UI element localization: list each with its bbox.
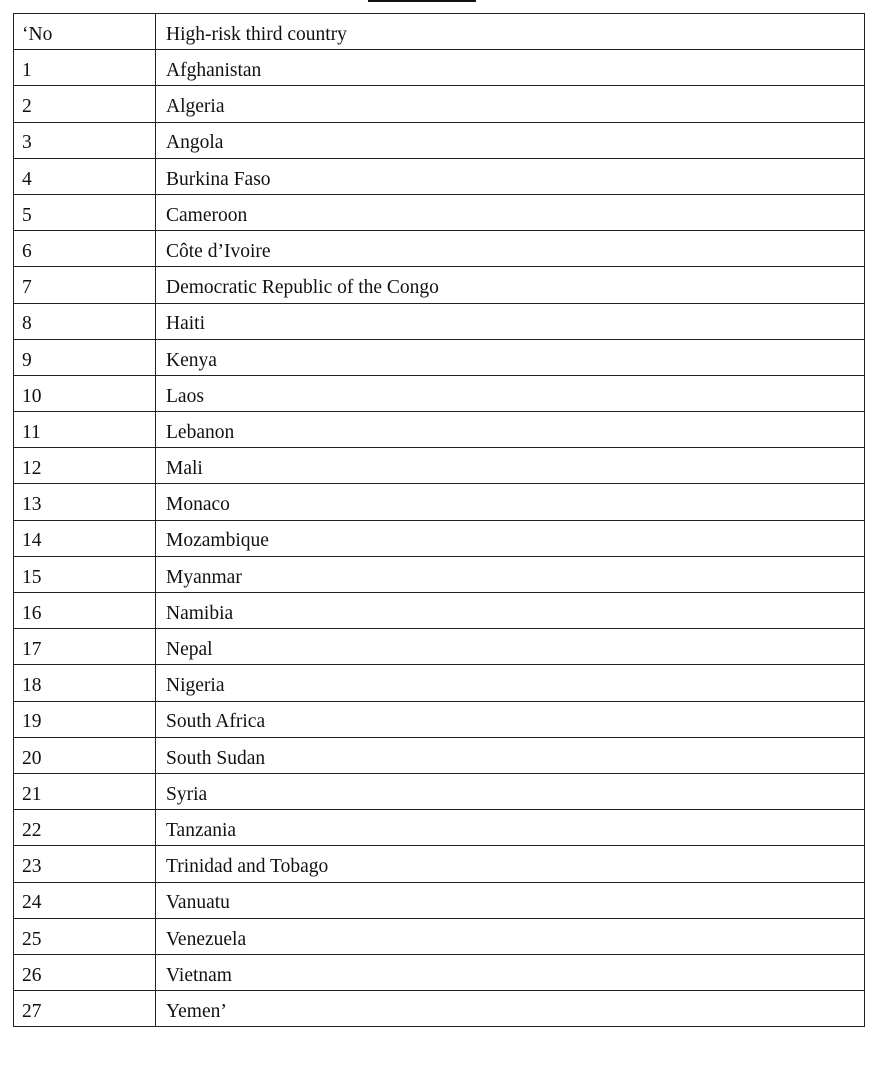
country-name-cell	[156, 918, 865, 954]
country-name-cell	[156, 629, 865, 665]
table-row	[14, 194, 865, 230]
table-row	[14, 339, 865, 375]
row-number-cell	[14, 194, 156, 230]
row-number: 10	[22, 385, 42, 407]
country-name: Yemen’	[166, 1000, 227, 1022]
table-row	[14, 773, 865, 809]
country-name-cell	[156, 665, 865, 701]
country-name: Lebanon	[166, 421, 235, 443]
country-name: Mozambique	[166, 530, 269, 552]
row-number: 6	[22, 240, 32, 262]
table-header-row	[14, 14, 865, 50]
country-name-cell	[156, 375, 865, 411]
country-name: Syria	[166, 783, 208, 805]
country-name-cell	[156, 810, 865, 846]
row-number-cell	[14, 846, 156, 882]
row-number: 21	[22, 783, 42, 805]
country-name: Cameroon	[166, 204, 248, 226]
table-row	[14, 991, 865, 1027]
table-row	[14, 701, 865, 737]
row-number-cell	[14, 882, 156, 918]
row-number: 15	[22, 566, 42, 588]
country-name: Vanuatu	[166, 892, 230, 914]
table-row	[14, 520, 865, 556]
row-number-cell	[14, 665, 156, 701]
row-number-cell	[14, 629, 156, 665]
table-row	[14, 122, 865, 158]
row-number: 24	[22, 892, 42, 914]
country-name: Myanmar	[166, 566, 242, 588]
table-row	[14, 556, 865, 592]
row-number-cell	[14, 737, 156, 773]
row-number-cell	[14, 122, 156, 158]
country-name-cell	[156, 846, 865, 882]
table-row	[14, 231, 865, 267]
row-number-cell	[14, 86, 156, 122]
row-number: 27	[22, 1000, 42, 1022]
country-name: Trinidad and Tobago	[166, 856, 329, 878]
table-row	[14, 303, 865, 339]
country-name: Haiti	[166, 313, 205, 335]
row-number-cell	[14, 991, 156, 1027]
row-number-cell	[14, 701, 156, 737]
country-name-cell	[156, 954, 865, 990]
country-name: Mali	[166, 458, 203, 480]
country-name-cell	[156, 882, 865, 918]
country-name-cell	[156, 158, 865, 194]
row-number: 2	[22, 96, 32, 118]
table-row	[14, 158, 865, 194]
country-name: Côte d’Ivoire	[166, 240, 271, 262]
row-number: 23	[22, 856, 42, 878]
country-name-cell	[156, 991, 865, 1027]
country-name: Laos	[166, 385, 204, 407]
row-number-cell	[14, 448, 156, 484]
row-number: 3	[22, 132, 32, 154]
table-row	[14, 375, 865, 411]
row-number-cell	[14, 267, 156, 303]
country-name: Nigeria	[166, 675, 225, 697]
country-name-cell	[156, 593, 865, 629]
country-name: Tanzania	[166, 819, 237, 841]
country-name: South Sudan	[166, 747, 266, 769]
country-name-cell	[156, 303, 865, 339]
row-number: 17	[22, 639, 42, 661]
row-number-cell	[14, 593, 156, 629]
row-number: 1	[22, 60, 32, 82]
row-number: 14	[22, 530, 42, 552]
country-name-cell	[156, 122, 865, 158]
header-no-label: ‘No	[22, 23, 53, 45]
country-name-cell	[156, 231, 865, 267]
country-name-cell	[156, 267, 865, 303]
header-cell-no	[14, 14, 156, 50]
country-name: Burkina Faso	[166, 168, 271, 190]
table-body	[14, 14, 865, 1027]
row-number: 19	[22, 711, 42, 733]
country-name-cell	[156, 50, 865, 86]
row-number-cell	[14, 375, 156, 411]
row-number-cell	[14, 231, 156, 267]
high-risk-country-table	[13, 13, 865, 1027]
row-number: 18	[22, 675, 42, 697]
country-name-cell	[156, 86, 865, 122]
row-number-cell	[14, 556, 156, 592]
country-name: Afghanistan	[166, 60, 262, 82]
row-number-cell	[14, 520, 156, 556]
country-name-cell	[156, 520, 865, 556]
table-row	[14, 484, 865, 520]
row-number-cell	[14, 954, 156, 990]
row-number: 4	[22, 168, 32, 190]
country-name: Monaco	[166, 494, 230, 516]
country-name-cell	[156, 556, 865, 592]
table-row	[14, 954, 865, 990]
table-row	[14, 882, 865, 918]
table-row	[14, 918, 865, 954]
row-number-cell	[14, 484, 156, 520]
country-name: Angola	[166, 132, 224, 154]
row-number: 8	[22, 313, 32, 335]
row-number: 16	[22, 602, 42, 624]
row-number-cell	[14, 412, 156, 448]
country-name-cell	[156, 773, 865, 809]
table-row	[14, 810, 865, 846]
row-number: 9	[22, 349, 32, 371]
row-number: 7	[22, 277, 32, 299]
row-number: 20	[22, 747, 42, 769]
country-name-cell	[156, 448, 865, 484]
table-row	[14, 593, 865, 629]
table-row	[14, 846, 865, 882]
row-number-cell	[14, 50, 156, 86]
table-row	[14, 665, 865, 701]
row-number: 12	[22, 458, 42, 480]
country-name-cell	[156, 484, 865, 520]
country-name: Venezuela	[166, 928, 247, 950]
country-name-cell	[156, 194, 865, 230]
table-row	[14, 629, 865, 665]
row-number: 5	[22, 204, 32, 226]
row-number-cell	[14, 339, 156, 375]
row-number-cell	[14, 918, 156, 954]
header-cell-country	[156, 14, 865, 50]
row-number-cell	[14, 810, 156, 846]
row-number-cell	[14, 158, 156, 194]
country-name: Vietnam	[166, 964, 232, 986]
country-name: Democratic Republic of the Congo	[166, 277, 439, 299]
table-row	[14, 86, 865, 122]
country-name-cell	[156, 701, 865, 737]
row-number: 22	[22, 819, 42, 841]
country-name: Nepal	[166, 639, 213, 661]
country-name: Algeria	[166, 96, 225, 118]
country-name: Kenya	[166, 349, 217, 371]
table-row	[14, 448, 865, 484]
country-name: Namibia	[166, 602, 234, 624]
table-row	[14, 737, 865, 773]
row-number-cell	[14, 303, 156, 339]
country-name-cell	[156, 339, 865, 375]
row-number: 11	[22, 421, 41, 443]
table-row	[14, 50, 865, 86]
table-row	[14, 267, 865, 303]
row-number: 26	[22, 964, 42, 986]
row-number-cell	[14, 773, 156, 809]
country-name-cell	[156, 412, 865, 448]
country-name-cell	[156, 737, 865, 773]
row-number: 13	[22, 494, 42, 516]
table-row	[14, 412, 865, 448]
country-name: South Africa	[166, 711, 266, 733]
header-country-label: High-risk third country	[166, 23, 347, 45]
row-number: 25	[22, 928, 42, 950]
top-underline-rule	[368, 0, 476, 2]
